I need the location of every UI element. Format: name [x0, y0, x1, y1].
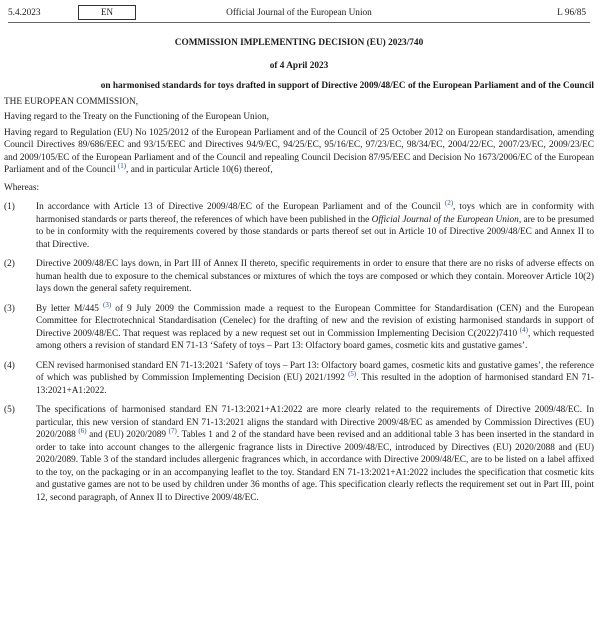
regulation-citation: [4, 127, 594, 177]
recital-2: [4, 258, 594, 296]
recital-text: , which requested among others a revision of standard EN 71-13 ‘Safety of toys – Part 13: Olfactory board games, cosmetic kits and gustative games’.: [36, 328, 594, 351]
footnote-link[interactable]: (5): [348, 369, 357, 378]
recital-text: In accordance with Article 13 of Directive 2009/48/EC of the European Parliament and of the Council: [36, 202, 445, 212]
recital-text: . This resulted in the adoption of harmonised standard EN 71-13:2021+A1:2022.: [36, 373, 594, 396]
recital-number: (3): [4, 303, 15, 314]
publication-date: 5.4.2023: [8, 8, 41, 18]
footnote-link[interactable]: (6): [78, 426, 87, 435]
footnote-link[interactable]: (3): [102, 300, 112, 309]
regulation-tail: , and in particular Article 10(6) thereof,: [126, 165, 273, 175]
recital-emphasis: Official Journal of the European Union: [371, 214, 519, 225]
language-badge: EN: [78, 5, 136, 20]
decision-subject: on harmonised standards for toys drafted in support of Directive 2009/48/EC of the European Parliament and of the Council: [100, 81, 594, 91]
footnote-link[interactable]: (2): [444, 198, 454, 207]
journal-title: Official Journal of the European Union: [226, 8, 372, 18]
recital-text: , toys which are in conformity with harmonised standards or parts thereof, the references of which have been published in the: [36, 202, 594, 225]
commission-line: THE EUROPEAN COMMISSION,: [4, 96, 139, 107]
journal-header: [4, 0, 594, 22]
recital-number: (1): [4, 202, 15, 212]
whereas-heading: Whereas:: [4, 182, 40, 193]
recital-text: By letter M/445: [36, 303, 103, 314]
recital-text: The specifications of harmonised standard EN 71-13:2021+A1:2022 are more clearly related to the requirements of Directive 2009/48/EC. In particular, this new version of standard EN 71-13:2021 aligns the standard with Directive 2009/48/EC as amended by Commission Directives (EU) 2020/2088: [36, 405, 594, 440]
recital-4: [4, 360, 594, 398]
recital-text: and (EU) 2020/2089: [86, 430, 169, 440]
recital-3: [4, 300, 594, 353]
footnote-link[interactable]: (4): [519, 325, 528, 334]
recital-text: , are to be presumed to be in conformity with the requirements covered by those standards or parts thereof set out in Article 10 of Directive 2009/48/EC and Annex II to that Directive.: [36, 214, 595, 250]
recital-1: [4, 198, 595, 251]
recital-5: [4, 404, 594, 504]
recital-text: Directive 2009/48/EC lays down, in Part III of Annex II thereto, specific requirements in order to ensure that there are no risks of adverse effects on human health due to exposure to the chemical substances or mixtures of which the toys are composed or which they contain. Moreover Article 10(2) lays down the general safety requirement.: [36, 259, 594, 294]
recital-text: CEN revised harmonised standard EN 71-13:2021 ‘Safety of toys – Part 13: Olfactory board games, cosmetic kits and gustative games’, the reference of which was published by Commission Implementing Decision (EU) 2021/1992: [36, 360, 594, 383]
treaty-citation: Having regard to the Treaty on the Functioning of the European Union,: [4, 112, 269, 122]
recital-number: (4): [4, 360, 15, 371]
page-reference: L 96/85: [557, 8, 586, 18]
recital-text: of 9 July 2009 the Commission made a request to the European Committee for Standardisation (CEN) and the European Committee for Electrotechnical Standardisation (Cenelec) for the drafting of new and the revision of existing harmonised standards in support of Directive 2009/48/EC. That request was replaced by a new request set out in Commission Implementing Decision C(2022)7410: [36, 303, 594, 339]
recital-text: . Tables 1 and 2 of the standard have been revised and an additional table 3 has been inserted in the standard in order to take into account changes to the allergenic fragrance lists in Directive 2009/48/EC, introduced by Directives (EU) 2020/2088 and (EU) 2020/2089. Table 3 of the standard includes allergenic fragrances which, in accordance with Directive 2009/48/EC, are to be listed on a label affixed to the toy, on the packaging or in an accompanying leaflet to the toy. Standard EN 71-13:2021+A1:2022 includes the specification that cosmetic kits and gustative games are not to be used by children under 36 months of age. This specification clearly reflects the requirement set out in Part III, point 12, second paragraph, of Annex II to Directive 2009/48/EC.: [36, 430, 594, 503]
footnote-link[interactable]: (7): [168, 426, 177, 435]
decision-date: of 4 April 2023: [269, 60, 329, 71]
recital-number: (5): [4, 405, 15, 415]
header-divider: [8, 22, 590, 23]
footnote-link[interactable]: (1): [117, 161, 127, 170]
recital-number: (2): [4, 259, 15, 269]
regulation-text: Having regard to Regulation (EU) No 1025/2012 of the European Parliament and of the Council of 25 October 2012 on European standardisation, amending Council Directives 89/686/EEC and 93/15/EEC and Directives 94/9/EC, 94/25/EC, 95/16/EC, 97/23/EC, 98/34/EC, 2004/22/EC, 2007/23/EC, 2009/23/EC and 2009/105/EC of the European Parliament and of the Council and repealing Council Decision 87/95/EEC and Decision No 1673/2006/EC of the European Parliament and of the Council: [4, 127, 594, 175]
decision-title: COMMISSION IMPLEMENTING DECISION (EU) 2023/740: [174, 38, 424, 48]
